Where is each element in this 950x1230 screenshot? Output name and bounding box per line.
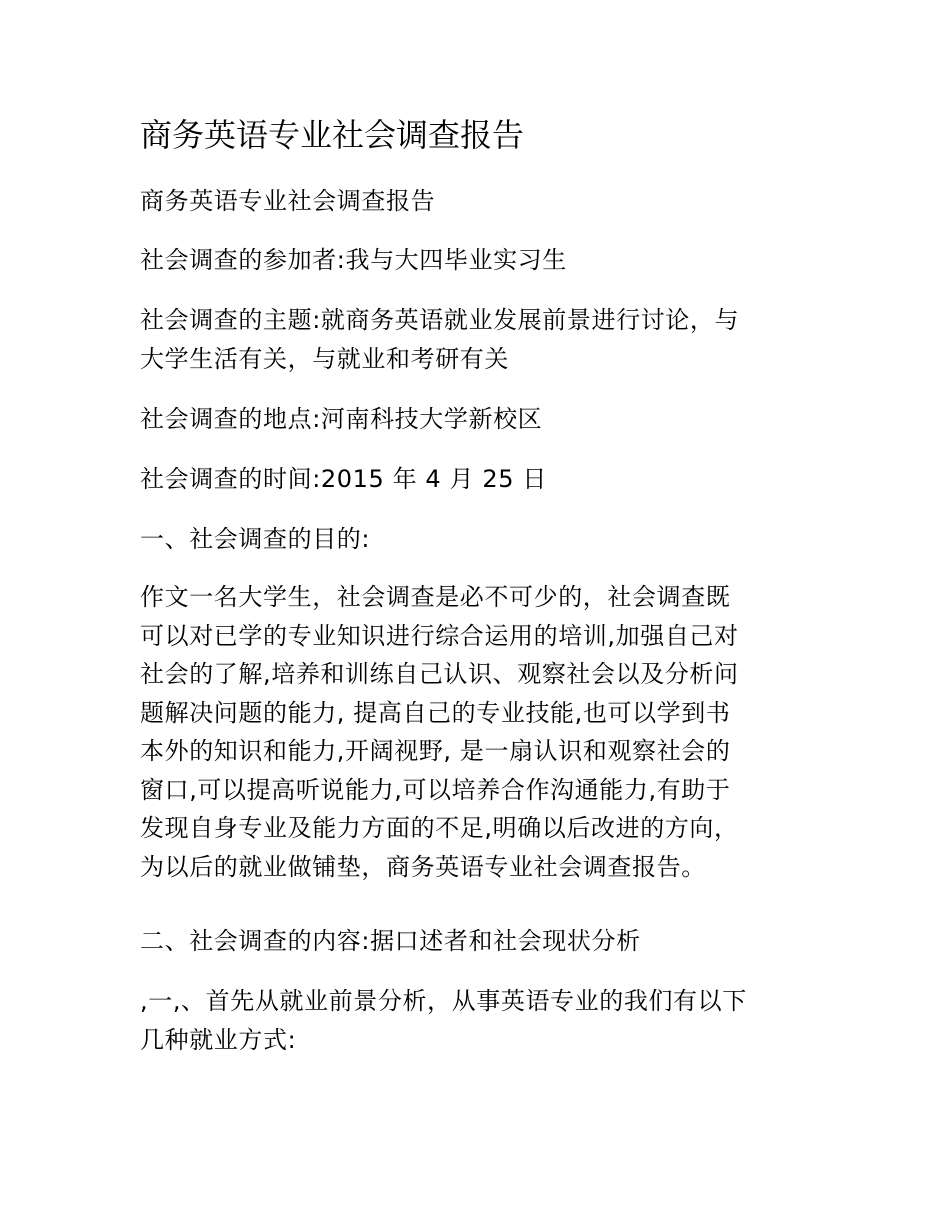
- paragraph-line: 社会的了解,培养和训练自己认识、观察社会以及分析问: [140, 660, 739, 688]
- paragraph-line: 发现自身专业及能力方面的不足,明确以后改进的方向，: [140, 814, 739, 842]
- paragraph-line: 本外的知识和能力,开阔视野, 是一扇认识和观察社会的: [140, 737, 731, 765]
- paragraph-line: 社会调查的参加者:我与大四毕业实习生: [140, 246, 567, 274]
- paragraph-line: 为以后的就业做铺垫，商务英语专业社会调查报告。: [140, 852, 706, 881]
- paragraph-line: 一、社会调查的目的:: [140, 525, 371, 553]
- section-heading-content: [140, 922, 810, 961]
- paragraph-line: 可以对已学的专业知识进行综合运用的培训,加强自己对: [140, 621, 739, 650]
- paragraph-line: 社会调查的主题:就商务英语就业发展前景进行讨论，与: [140, 306, 740, 334]
- paragraph-line: ,一,、首先从就业前景分析，从事英语专业的我们有以下: [140, 987, 747, 1015]
- paragraph-line: 题解决问题的能力, 提高自己的专业技能,也可以学到书: [140, 698, 731, 727]
- paragraph-participants: [140, 241, 810, 280]
- paragraph-line: 商务英语专业社会调查报告: [140, 187, 436, 215]
- paragraph-subtitle: [140, 182, 810, 221]
- paragraph-location: [140, 400, 810, 439]
- paragraph-line: 窗口,可以提高听说能力,可以培养合作沟通能力,有助于: [140, 775, 731, 804]
- paragraph-line: 社会调查的地点:河南科技大学新校区: [140, 405, 543, 433]
- paragraph-theme: [140, 301, 810, 378]
- paragraph-employment-analysis: [140, 982, 810, 1059]
- paragraph-purpose-body: [140, 578, 810, 886]
- paragraph-line: 二、社会调查的内容:据口述者和社会现状分析: [140, 927, 641, 955]
- paragraph-line: 几种就业方式:: [140, 1025, 297, 1054]
- paragraph-line: 大学生活有关，与就业和考研有关: [140, 344, 509, 373]
- paragraph-time: [140, 460, 810, 499]
- paragraph-line: 作文一名大学生，社会调查是必不可少的，社会调查既: [140, 583, 731, 611]
- paragraph-line: 社会调查的时间:2015 年 4 月 25 日: [140, 465, 547, 493]
- section-heading-purpose: [140, 520, 810, 559]
- document-title: 商务英语专业社会调查报告: [140, 116, 525, 154]
